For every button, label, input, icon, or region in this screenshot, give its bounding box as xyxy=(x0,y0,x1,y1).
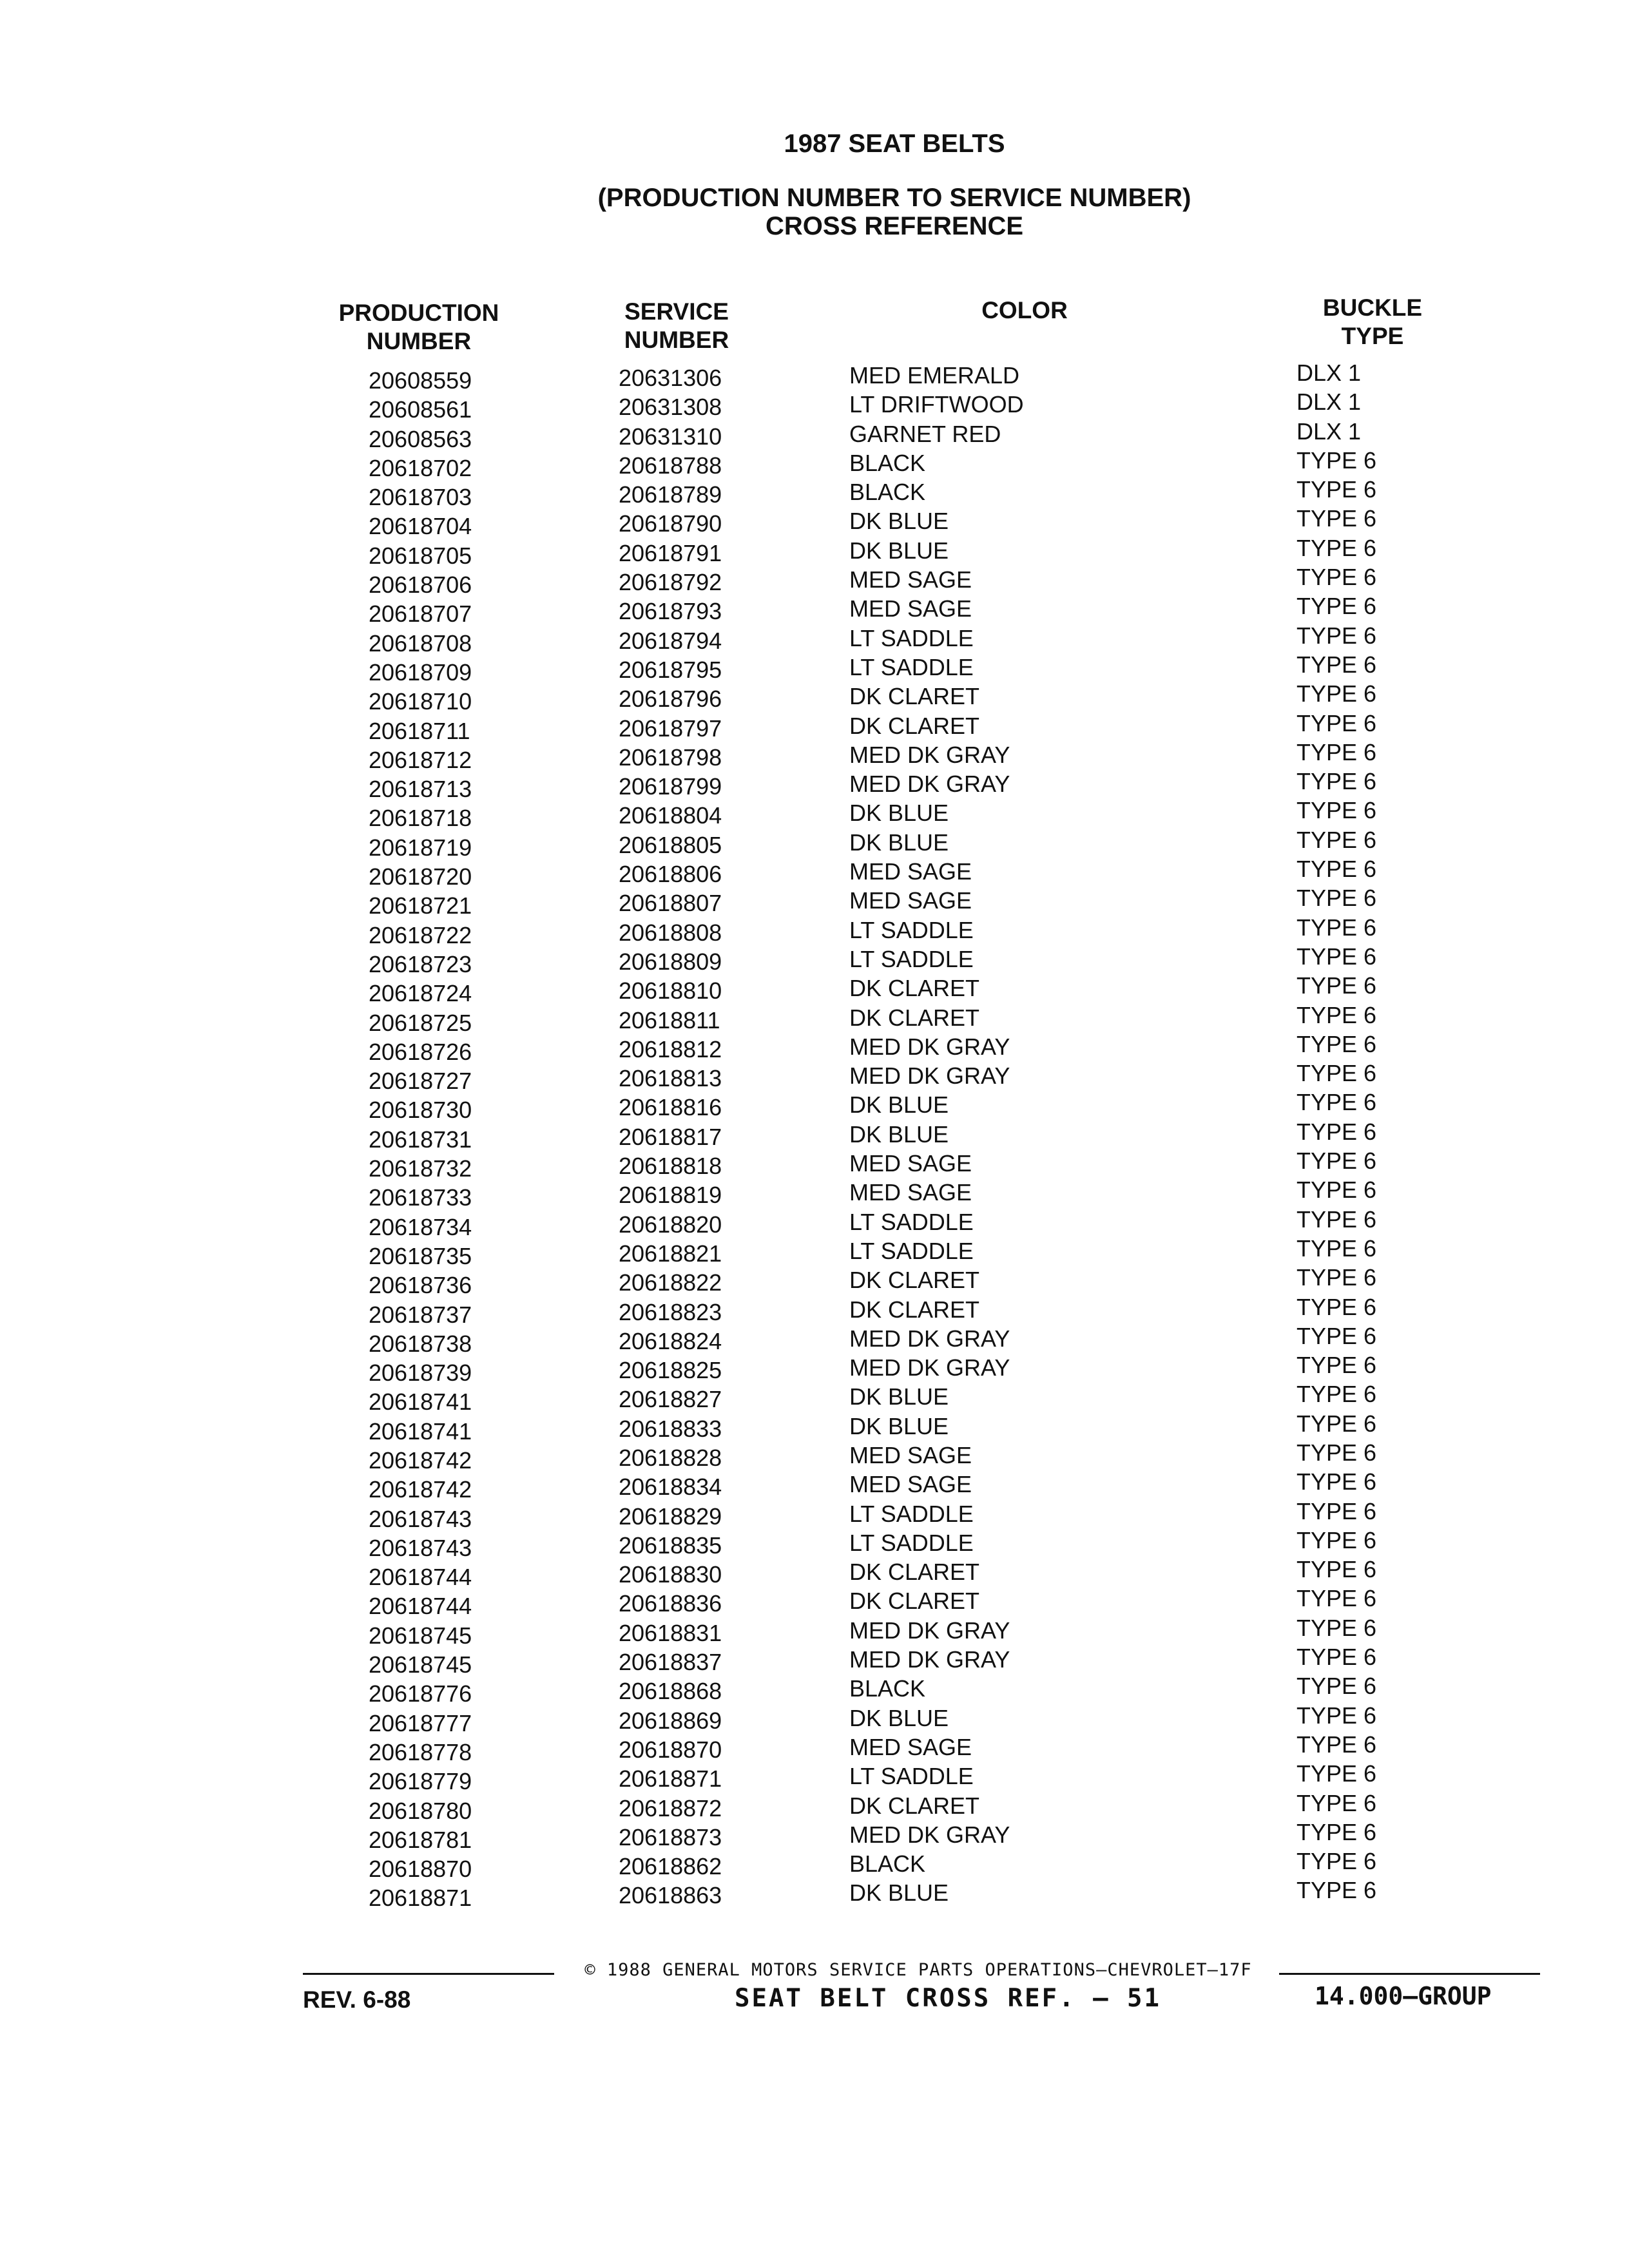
production-number-cell: 20618702 xyxy=(369,454,472,481)
color-cell: LT SADDLE xyxy=(849,945,974,972)
production-number-cell: 20618745 xyxy=(369,1651,472,1678)
production-number-cell: 20618776 xyxy=(369,1680,472,1707)
service-number-cell: 20631306 xyxy=(619,365,722,391)
service-number-cell: 20618827 xyxy=(619,1386,722,1413)
table-row xyxy=(0,943,1629,977)
color-cell: MED DK GRAY xyxy=(849,1646,1010,1673)
table-row xyxy=(0,593,1629,628)
buckle-type-cell: TYPE 6 xyxy=(1296,447,1377,474)
column-header-production-number: PRODUCTION NUMBER xyxy=(338,300,499,354)
production-number-cell: 20618778 xyxy=(369,1738,472,1765)
production-number-cell: 20618732 xyxy=(369,1155,472,1182)
buckle-type-cell: TYPE 6 xyxy=(1296,1644,1377,1671)
table-row xyxy=(0,1848,1629,1883)
table-row xyxy=(0,1468,1629,1503)
table-row xyxy=(0,1673,1629,1707)
buckle-type-cell: DLX 1 xyxy=(1296,360,1362,386)
production-number-cell: 20618720 xyxy=(369,863,472,890)
buckle-type-cell: TYPE 6 xyxy=(1296,1118,1377,1145)
service-number-cell: 20618829 xyxy=(619,1503,722,1530)
table-row xyxy=(0,1030,1629,1065)
table-row xyxy=(0,1089,1629,1124)
buckle-type-cell: TYPE 6 xyxy=(1296,651,1377,678)
table-row xyxy=(0,1614,1629,1649)
service-number-cell: 20618794 xyxy=(619,627,722,654)
buckle-type-cell: TYPE 6 xyxy=(1296,1526,1377,1553)
service-number-cell: 20618791 xyxy=(619,539,722,566)
service-number-cell: 20618837 xyxy=(619,1649,722,1676)
buckle-type-cell: TYPE 6 xyxy=(1296,505,1377,532)
buckle-type-cell: TYPE 6 xyxy=(1296,856,1377,883)
service-number-cell: 20618818 xyxy=(619,1153,722,1180)
service-number-cell: 20618819 xyxy=(619,1182,722,1209)
color-cell: DK CLARET xyxy=(849,683,980,710)
color-cell: DK CLARET xyxy=(849,975,980,1002)
production-number-cell: 20618703 xyxy=(369,484,472,511)
column-header-service-number: SERVICE NUMBER xyxy=(624,298,729,353)
buckle-type-cell: TYPE 6 xyxy=(1296,593,1377,620)
color-cell: LT DRIFTWOOD xyxy=(849,391,1024,418)
service-number-cell: 20631310 xyxy=(619,423,722,450)
color-cell: MED SAGE xyxy=(849,1179,972,1206)
table-row xyxy=(0,476,1629,511)
production-number-cell: 20618725 xyxy=(369,1009,472,1036)
service-number-cell: 20618797 xyxy=(619,715,722,742)
color-cell: MED SAGE xyxy=(849,1471,972,1498)
production-number-cell: 20618871 xyxy=(369,1885,472,1912)
footer-rule-left xyxy=(303,1973,554,1975)
color-cell: LT SADDLE xyxy=(849,1500,974,1527)
service-number-cell: 20618820 xyxy=(619,1211,722,1238)
buckle-type-cell: TYPE 6 xyxy=(1296,1614,1377,1641)
table-row xyxy=(0,1760,1629,1795)
production-number-cell: 20618709 xyxy=(369,658,472,686)
service-number-cell: 20618813 xyxy=(619,1065,722,1092)
color-cell: DK BLUE xyxy=(849,1412,949,1439)
footer-rule-right xyxy=(1279,1973,1540,1975)
production-number-cell: 20618870 xyxy=(369,1856,472,1883)
color-cell: LT SADDLE xyxy=(849,1237,974,1264)
service-number-cell: 20618871 xyxy=(619,1765,722,1792)
service-number-cell: 20618812 xyxy=(619,1035,722,1062)
table-row xyxy=(0,418,1629,452)
service-number-cell: 20618825 xyxy=(619,1357,722,1384)
column-header-color: COLOR xyxy=(981,297,1068,323)
production-number-cell: 20618742 xyxy=(369,1446,472,1474)
buckle-type-cell: TYPE 6 xyxy=(1296,534,1377,561)
production-number-cell: 20608561 xyxy=(369,396,472,423)
color-cell: DK CLARET xyxy=(849,1792,980,1819)
buckle-type-cell: TYPE 6 xyxy=(1296,1702,1377,1729)
buckle-type-cell: TYPE 6 xyxy=(1296,1877,1377,1904)
production-number-cell: 20618721 xyxy=(369,892,472,919)
table-row xyxy=(0,768,1629,803)
table-row xyxy=(0,1322,1629,1357)
production-number-cell: 20618738 xyxy=(369,1330,472,1357)
buckle-type-cell: TYPE 6 xyxy=(1296,476,1377,503)
production-number-cell: 20618724 xyxy=(369,980,472,1007)
cross-reference-table xyxy=(0,360,1629,1912)
table-row xyxy=(0,1293,1629,1328)
buckle-type-cell: TYPE 6 xyxy=(1296,1206,1377,1233)
table-row xyxy=(0,622,1629,657)
production-number-cell: 20618745 xyxy=(369,1622,472,1649)
buckle-type-cell: TYPE 6 xyxy=(1296,1556,1377,1583)
service-number-cell: 20631308 xyxy=(619,394,722,421)
color-cell: MED DK GRAY xyxy=(849,771,1010,798)
color-cell: LT SADDLE xyxy=(849,1529,974,1556)
color-cell: DK BLUE xyxy=(849,1704,949,1731)
table-row xyxy=(0,1644,1629,1678)
buckle-type-cell: TYPE 6 xyxy=(1296,943,1377,970)
buckle-type-cell: TYPE 6 xyxy=(1296,1818,1377,1845)
buckle-type-cell: TYPE 6 xyxy=(1296,1177,1377,1204)
service-number-cell: 20618873 xyxy=(619,1823,722,1850)
production-number-cell: 20618705 xyxy=(369,542,472,569)
production-number-cell: 20618780 xyxy=(369,1797,472,1824)
footer-copyright: © 1988 GENERAL MOTORS SERVICE PARTS OPERATIONS—CHEVROLET—17F xyxy=(584,1960,1252,1980)
service-number-cell: 20618824 xyxy=(619,1327,722,1354)
buckle-type-cell: TYPE 6 xyxy=(1296,797,1377,824)
table-row xyxy=(0,1818,1629,1853)
production-number-cell: 20618730 xyxy=(369,1097,472,1124)
color-cell: MED SAGE xyxy=(849,1441,972,1468)
service-number-cell: 20618799 xyxy=(619,773,722,800)
production-number-cell: 20618726 xyxy=(369,1038,472,1065)
production-number-cell: 20618736 xyxy=(369,1272,472,1299)
buckle-type-cell: TYPE 6 xyxy=(1296,1235,1377,1262)
production-number-cell: 20618707 xyxy=(369,601,472,628)
production-number-cell: 20618712 xyxy=(369,746,472,773)
table-row xyxy=(0,1439,1629,1474)
production-number-cell: 20618718 xyxy=(369,805,472,832)
service-number-cell: 20618823 xyxy=(619,1298,722,1325)
service-number-cell: 20618835 xyxy=(619,1532,722,1559)
color-cell: GARNET RED xyxy=(849,420,1001,447)
color-cell: MED DK GRAY xyxy=(849,1617,1010,1644)
buckle-type-cell: TYPE 6 xyxy=(1296,826,1377,853)
buckle-type-cell: TYPE 6 xyxy=(1296,914,1377,941)
buckle-type-cell: TYPE 6 xyxy=(1296,709,1377,736)
table-row xyxy=(0,1264,1629,1299)
color-cell: DK CLARET xyxy=(849,1267,980,1294)
table-row xyxy=(0,914,1629,948)
table-row xyxy=(0,856,1629,890)
service-number-cell: 20618863 xyxy=(619,1882,722,1909)
service-number-cell: 20618807 xyxy=(619,890,722,917)
color-cell: DK BLUE xyxy=(849,829,949,856)
color-cell: MED DK GRAY xyxy=(849,1821,1010,1848)
production-number-cell: 20618777 xyxy=(369,1709,472,1736)
table-row xyxy=(0,1526,1629,1561)
color-cell: MED SAGE xyxy=(849,1733,972,1760)
table-row xyxy=(0,680,1629,715)
buckle-type-cell: TYPE 6 xyxy=(1296,1673,1377,1700)
service-number-cell: 20618808 xyxy=(619,919,722,946)
service-number-cell: 20618862 xyxy=(619,1853,722,1880)
buckle-type-cell: TYPE 6 xyxy=(1296,972,1377,999)
color-cell: BLACK xyxy=(849,479,926,506)
color-cell: DK BLUE xyxy=(849,1383,949,1410)
service-number-cell: 20618870 xyxy=(619,1736,722,1763)
service-number-cell: 20618792 xyxy=(619,569,722,596)
production-number-cell: 20608563 xyxy=(369,425,472,452)
table-row xyxy=(0,1206,1629,1240)
buckle-type-cell: TYPE 6 xyxy=(1296,1148,1377,1175)
table-row xyxy=(0,1731,1629,1765)
color-cell: BLACK xyxy=(849,1850,926,1878)
color-cell: LT SADDLE xyxy=(849,1763,974,1790)
buckle-type-cell: TYPE 6 xyxy=(1296,1089,1377,1116)
production-number-cell: 20618719 xyxy=(369,834,472,861)
table-row xyxy=(0,1060,1629,1095)
production-number-cell: 20618742 xyxy=(369,1476,472,1503)
production-number-cell: 20608559 xyxy=(369,367,472,394)
table-row xyxy=(0,1381,1629,1416)
color-cell: MED SAGE xyxy=(849,1150,972,1177)
buckle-type-cell: TYPE 6 xyxy=(1296,1789,1377,1816)
color-cell: DK CLARET xyxy=(849,712,980,739)
color-cell: MED SAGE xyxy=(849,566,972,593)
table-row xyxy=(0,1556,1629,1591)
production-number-cell: 20618706 xyxy=(369,572,472,599)
production-number-cell: 20618741 xyxy=(369,1418,472,1445)
buckle-type-cell: TYPE 6 xyxy=(1296,1585,1377,1612)
buckle-type-cell: DLX 1 xyxy=(1296,418,1362,445)
table-row xyxy=(0,1789,1629,1824)
buckle-type-cell: TYPE 6 xyxy=(1296,1497,1377,1524)
service-number-cell: 20618817 xyxy=(619,1123,722,1150)
color-cell: MED SAGE xyxy=(849,858,972,885)
table-row xyxy=(0,972,1629,1007)
table-row xyxy=(0,1410,1629,1445)
color-cell: MED SAGE xyxy=(849,595,972,622)
production-number-cell: 20618735 xyxy=(369,1242,472,1269)
service-number-cell: 20618868 xyxy=(619,1678,722,1705)
production-number-cell: 20618734 xyxy=(369,1213,472,1240)
table-row xyxy=(0,651,1629,686)
color-cell: DK BLUE xyxy=(849,800,949,827)
production-number-cell: 20618727 xyxy=(369,1068,472,1095)
footer-page-label: SEAT BELT CROSS REF. — 51 xyxy=(735,1984,1161,2013)
color-cell: DK CLARET xyxy=(849,1296,980,1323)
buckle-type-cell: TYPE 6 xyxy=(1296,622,1377,649)
buckle-type-cell: TYPE 6 xyxy=(1296,564,1377,591)
buckle-type-cell: TYPE 6 xyxy=(1296,1731,1377,1758)
production-number-cell: 20618739 xyxy=(369,1360,472,1387)
color-cell: DK BLUE xyxy=(849,508,949,535)
table-row xyxy=(0,564,1629,599)
page-subtitle-2: CROSS REFERENCE xyxy=(765,212,1024,240)
service-number-cell: 20618790 xyxy=(619,510,722,537)
table-row xyxy=(0,1352,1629,1387)
table-row xyxy=(0,1148,1629,1182)
production-number-cell: 20618737 xyxy=(369,1301,472,1328)
color-cell: MED SAGE xyxy=(849,887,972,914)
buckle-type-cell: TYPE 6 xyxy=(1296,1001,1377,1028)
color-cell: DK CLARET xyxy=(849,1588,980,1615)
color-cell: DK BLUE xyxy=(849,537,949,564)
buckle-type-cell: TYPE 6 xyxy=(1296,885,1377,912)
footer-revision: REV. 6-88 xyxy=(303,1986,411,2013)
footer-group: 14.000—GROUP xyxy=(1315,1982,1492,2010)
service-number-cell: 20618833 xyxy=(619,1415,722,1442)
service-number-cell: 20618830 xyxy=(619,1561,722,1588)
production-number-cell: 20618743 xyxy=(369,1505,472,1532)
color-cell: MED DK GRAY xyxy=(849,741,1010,768)
service-number-cell: 20618816 xyxy=(619,1094,722,1121)
production-number-cell: 20618713 xyxy=(369,776,472,803)
service-number-cell: 20618822 xyxy=(619,1269,722,1296)
service-number-cell: 20618821 xyxy=(619,1240,722,1267)
buckle-type-cell: TYPE 6 xyxy=(1296,768,1377,795)
page-subtitle: (PRODUCTION NUMBER TO SERVICE NUMBER) xyxy=(597,184,1191,212)
service-number-cell: 20618788 xyxy=(619,452,722,479)
buckle-type-cell: TYPE 6 xyxy=(1296,1381,1377,1408)
color-cell: MED EMERALD xyxy=(849,362,1020,389)
service-number-cell: 20618834 xyxy=(619,1474,722,1501)
table-row xyxy=(0,1702,1629,1736)
service-number-cell: 20618811 xyxy=(619,1006,720,1033)
production-number-cell: 20618723 xyxy=(369,950,472,977)
service-number-cell: 20618809 xyxy=(619,948,722,975)
buckle-type-cell: TYPE 6 xyxy=(1296,1322,1377,1349)
service-number-cell: 20618793 xyxy=(619,598,722,625)
production-number-cell: 20618741 xyxy=(369,1389,472,1416)
table-row xyxy=(0,447,1629,481)
table-row xyxy=(0,1118,1629,1153)
table-row xyxy=(0,360,1629,394)
service-number-cell: 20618869 xyxy=(619,1707,722,1734)
color-cell: DK BLUE xyxy=(849,1879,949,1907)
color-cell: MED DK GRAY xyxy=(849,1354,1010,1381)
color-cell: LT SADDLE xyxy=(849,624,974,651)
color-cell: BLACK xyxy=(849,1675,926,1702)
buckle-type-cell: TYPE 6 xyxy=(1296,1030,1377,1057)
production-number-cell: 20618743 xyxy=(369,1534,472,1561)
buckle-type-cell: TYPE 6 xyxy=(1296,1848,1377,1875)
table-row xyxy=(0,534,1629,569)
service-number-cell: 20618836 xyxy=(619,1590,722,1617)
column-header-buckle-type: BUCKLE TYPE xyxy=(1322,294,1423,349)
service-number-cell: 20618798 xyxy=(619,744,722,771)
color-cell: MED DK GRAY xyxy=(849,1062,1010,1090)
production-number-cell: 20618744 xyxy=(369,1593,472,1620)
service-number-cell: 20618872 xyxy=(619,1794,722,1821)
service-number-cell: 20618805 xyxy=(619,831,722,858)
production-number-cell: 20618711 xyxy=(369,717,470,744)
table-row xyxy=(0,1235,1629,1269)
service-number-cell: 20618804 xyxy=(619,802,722,829)
color-cell: LT SADDLE xyxy=(849,653,974,680)
service-number-cell: 20618828 xyxy=(619,1444,722,1471)
color-cell: DK BLUE xyxy=(849,1120,949,1148)
table-row xyxy=(0,1585,1629,1620)
buckle-type-cell: TYPE 6 xyxy=(1296,738,1377,765)
service-number-cell: 20618806 xyxy=(619,861,722,888)
color-cell: DK CLARET xyxy=(849,1559,980,1586)
service-number-cell: 20618795 xyxy=(619,656,722,683)
production-number-cell: 20618708 xyxy=(369,629,472,657)
buckle-type-cell: TYPE 6 xyxy=(1296,1352,1377,1379)
buckle-type-cell: TYPE 6 xyxy=(1296,1760,1377,1787)
color-cell: DK BLUE xyxy=(849,1091,949,1119)
service-number-cell: 20618796 xyxy=(619,686,722,713)
color-cell: MED DK GRAY xyxy=(849,1033,1010,1060)
production-number-cell: 20618779 xyxy=(369,1768,472,1795)
table-row xyxy=(0,1877,1629,1912)
production-number-cell: 20618744 xyxy=(369,1564,472,1591)
buckle-type-cell: TYPE 6 xyxy=(1296,680,1377,707)
table-row xyxy=(0,1177,1629,1211)
color-cell: BLACK xyxy=(849,449,926,476)
service-number-cell: 20618831 xyxy=(619,1619,722,1646)
table-row xyxy=(0,797,1629,832)
production-number-cell: 20618722 xyxy=(369,921,472,948)
production-number-cell: 20618731 xyxy=(369,1126,472,1153)
color-cell: LT SADDLE xyxy=(849,916,974,943)
buckle-type-cell: TYPE 6 xyxy=(1296,1293,1377,1320)
table-row xyxy=(0,709,1629,744)
production-number-cell: 20618733 xyxy=(369,1184,472,1211)
buckle-type-cell: TYPE 6 xyxy=(1296,1060,1377,1087)
table-row xyxy=(0,826,1629,861)
color-cell: LT SADDLE xyxy=(849,1208,974,1235)
buckle-type-cell: DLX 1 xyxy=(1296,389,1362,416)
table-row xyxy=(0,1497,1629,1532)
buckle-type-cell: TYPE 6 xyxy=(1296,1439,1377,1466)
buckle-type-cell: TYPE 6 xyxy=(1296,1468,1377,1495)
table-row xyxy=(0,505,1629,540)
production-number-cell: 20618704 xyxy=(369,513,472,540)
table-row xyxy=(0,1001,1629,1036)
table-row xyxy=(0,389,1629,423)
production-number-cell: 20618710 xyxy=(369,688,472,715)
service-number-cell: 20618789 xyxy=(619,481,722,508)
color-cell: DK CLARET xyxy=(849,1004,980,1031)
table-row xyxy=(0,885,1629,919)
page-title: 1987 SEAT BELTS xyxy=(784,130,1005,158)
color-cell: MED DK GRAY xyxy=(849,1325,1010,1352)
buckle-type-cell: TYPE 6 xyxy=(1296,1264,1377,1291)
table-row xyxy=(0,738,1629,773)
production-number-cell: 20618781 xyxy=(369,1826,472,1853)
buckle-type-cell: TYPE 6 xyxy=(1296,1410,1377,1437)
service-number-cell: 20618810 xyxy=(619,977,722,1004)
